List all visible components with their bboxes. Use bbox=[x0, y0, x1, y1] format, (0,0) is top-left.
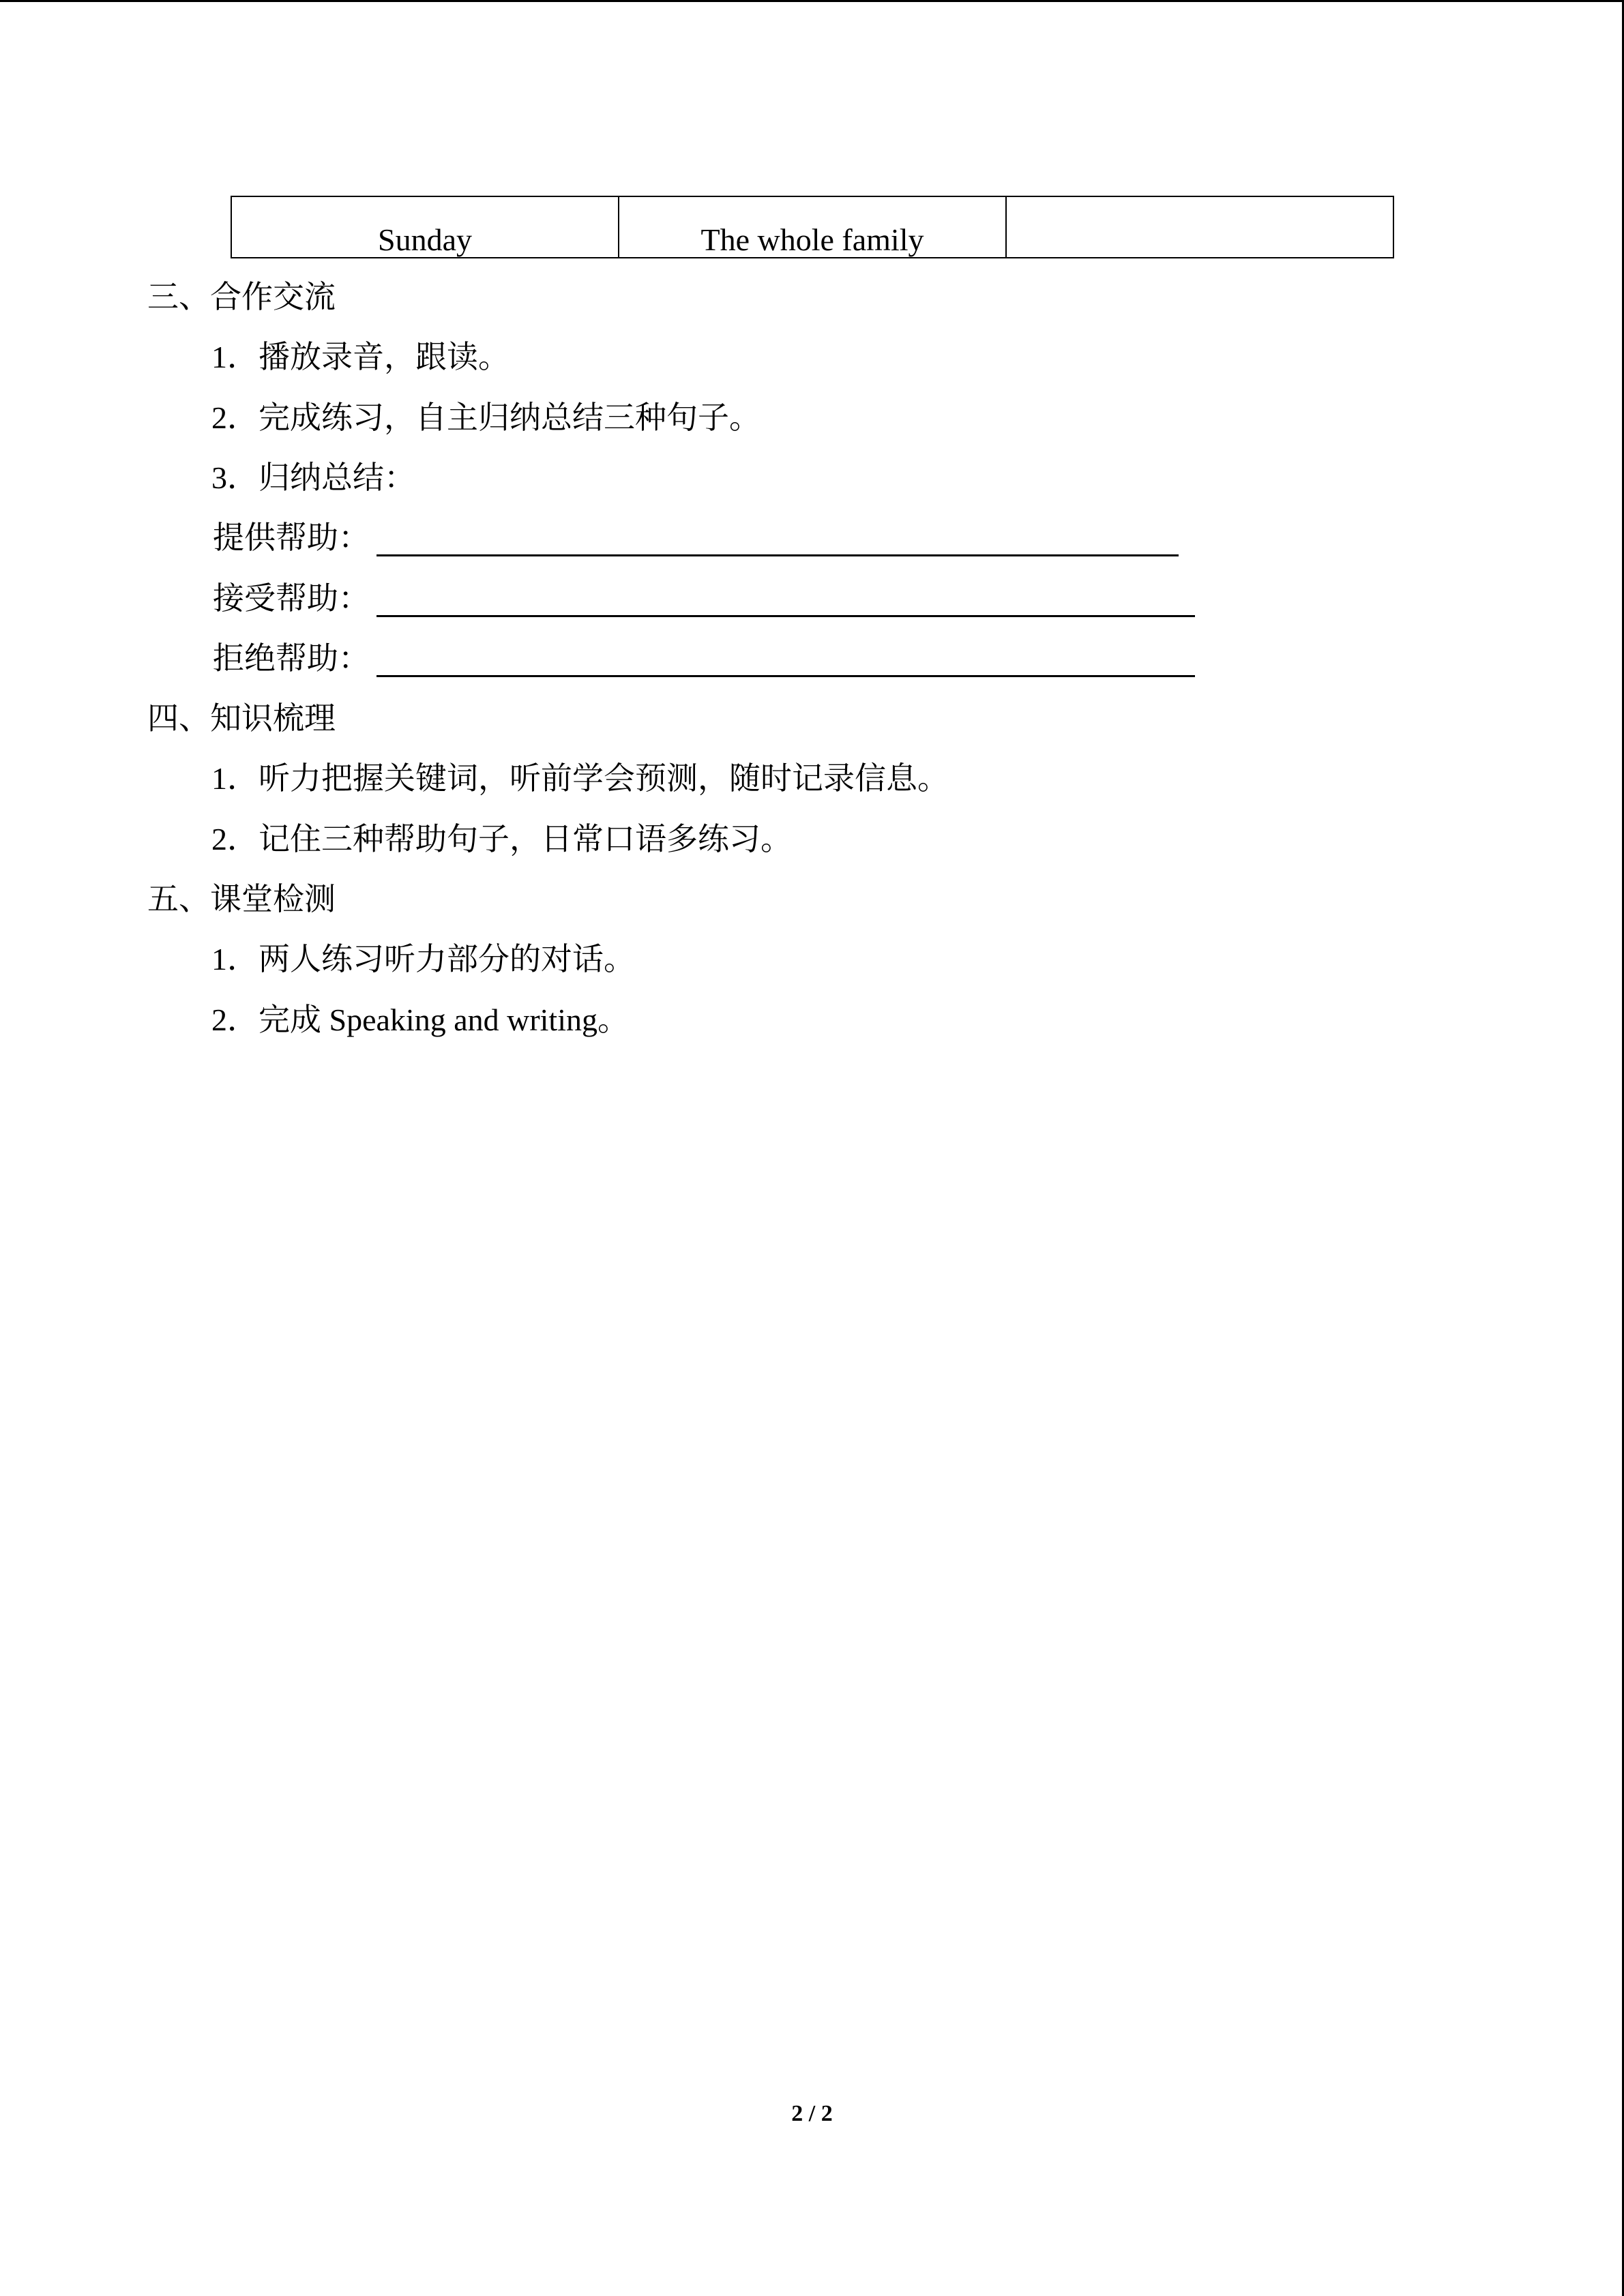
accept-help-label: 接受帮助： bbox=[213, 581, 370, 616]
page-top-rule bbox=[0, 0, 1624, 2]
table-row bbox=[231, 196, 1393, 258]
schedule-table bbox=[231, 196, 1394, 258]
section-5-heading: 五、课堂检测 bbox=[147, 882, 336, 916]
section-3-item-2: 2．完成练习，自主归纳总结三种句子。 bbox=[211, 400, 761, 435]
page-number: 2 / 2 bbox=[791, 2101, 833, 2126]
offer-help-blank[interactable] bbox=[377, 554, 1179, 556]
accept-help-blank[interactable] bbox=[377, 615, 1195, 617]
section-3-heading: 三、合作交流 bbox=[147, 280, 336, 314]
section-5-item-2: 2．完成 Speaking and writing。 bbox=[211, 1002, 629, 1037]
table-cell-empty bbox=[1006, 196, 1393, 258]
section-4-item-2: 2．记住三种帮助句子，日常口语多练习。 bbox=[211, 822, 792, 856]
section-3-item-3: 3．归纳总结： bbox=[211, 460, 415, 495]
section-3-item-1: 1．播放录音，跟读。 bbox=[211, 340, 510, 374]
offer-help-label: 提供帮助： bbox=[213, 520, 370, 555]
refuse-help-blank[interactable] bbox=[377, 675, 1195, 677]
section-5-item-1: 1．两人练习听力部分的对话。 bbox=[211, 942, 635, 976]
refuse-help-label: 拒绝帮助： bbox=[213, 641, 370, 676]
section-4-item-1: 1．听力把握关键词，听前学会预测，随时记录信息。 bbox=[211, 761, 949, 796]
table-cell-person: The whole family bbox=[619, 196, 1006, 258]
table-cell-day: Sunday bbox=[231, 196, 619, 258]
section-4-heading: 四、知识梳理 bbox=[147, 701, 336, 736]
